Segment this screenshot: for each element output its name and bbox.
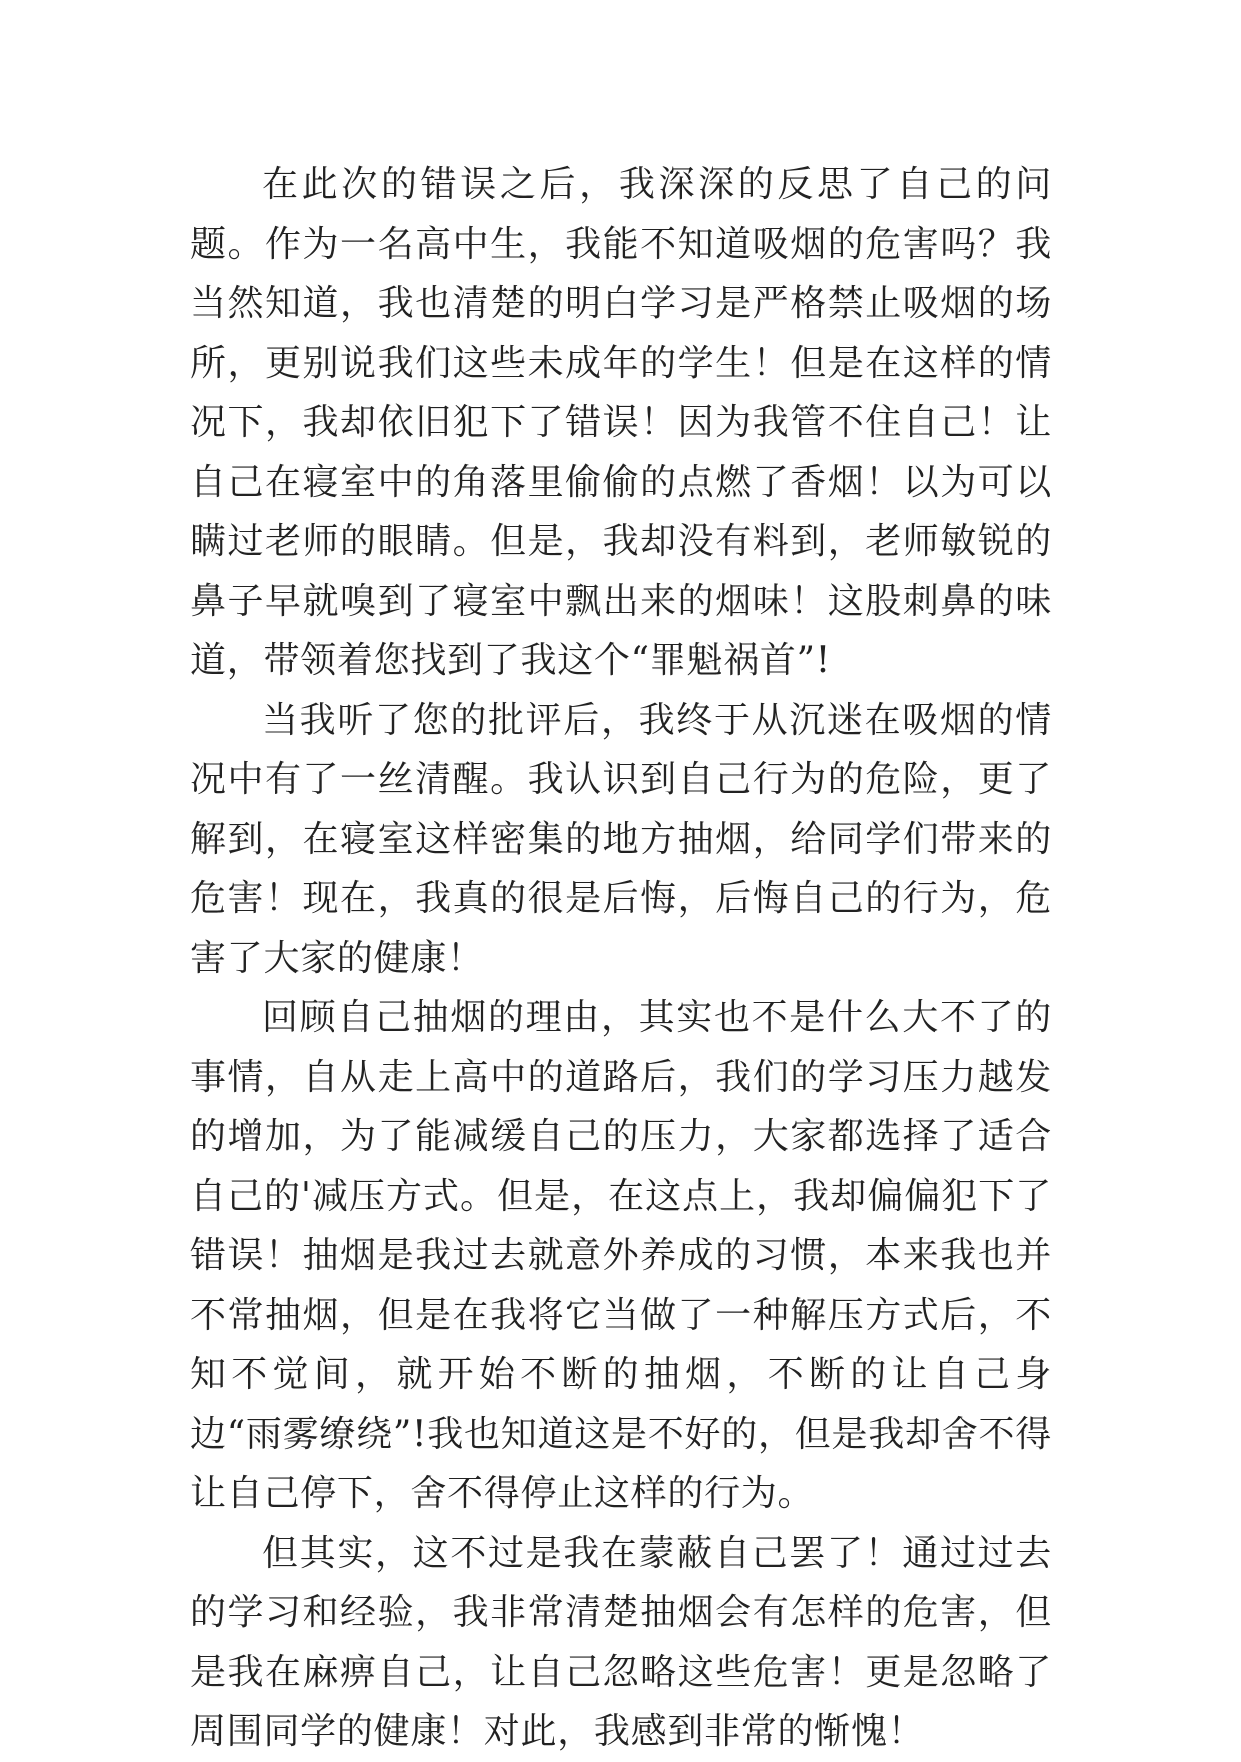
paragraph-2: 当我听了您的批评后，我终于从沉迷在吸烟的情况中有了一丝清醒。我认识到自己行为的危险，更了解到，在寝室这样密集的地方抽烟，给同学们带来的危害！现在，我真的很是后悔，后悔自己的行为，危害了大家的健康！ [190, 699, 1052, 979]
document-page [190, 155, 1052, 1762]
paragraph-3: 回顾自己抽烟的理由，其实也不是什么大不了的事情，自从走上高中的道路后，我们的学习压力越发的增加，为了能减缓自己的压力，大家都选择了适合自己的'减压方式。但是，在这点上，我却偏偏犯下了错误！抽烟是我过去就意外养成的习惯，本来我也并不常抽烟，但是在我将它当做了一种解压方式后，不知不觉间，就开始不断的抽烟，不断的让自己身边“雨雾缭绕”!我也知道这是不好的，但是我却舍不得让自己停下，舍不得停止这样的行为。 [190, 997, 1052, 1514]
paragraph-1: 在此次的错误之后，我深深的反思了自己的问题。作为一名高中生，我能不知道吸烟的危害吗？我当然知道，我也清楚的明白学习是严格禁止吸烟的场所，更别说我们这些未成年的学生！但是在这样的情况下，我却依旧犯下了错误！因为我管不住自己！让自己在寝室中的角落里偷偷的点燃了香烟！以为可以瞒过老师的眼睛。但是，我却没有料到，老师敏锐的鼻子早就嗅到了寝室中飘出来的烟味！这股刺鼻的味道，带领着您找到了我这个“罪魁祸首”! [190, 164, 1052, 681]
paragraph-4: 但其实，这不过是我在蒙蔽自己罢了！通过过去的学习和经验，我非常清楚抽烟会有怎样的危害，但是我在麻痹自己，让自己忽略这些危害！更是忽略了周围同学的健康！对此，我感到非常的惭愧！ [190, 1532, 1052, 1752]
